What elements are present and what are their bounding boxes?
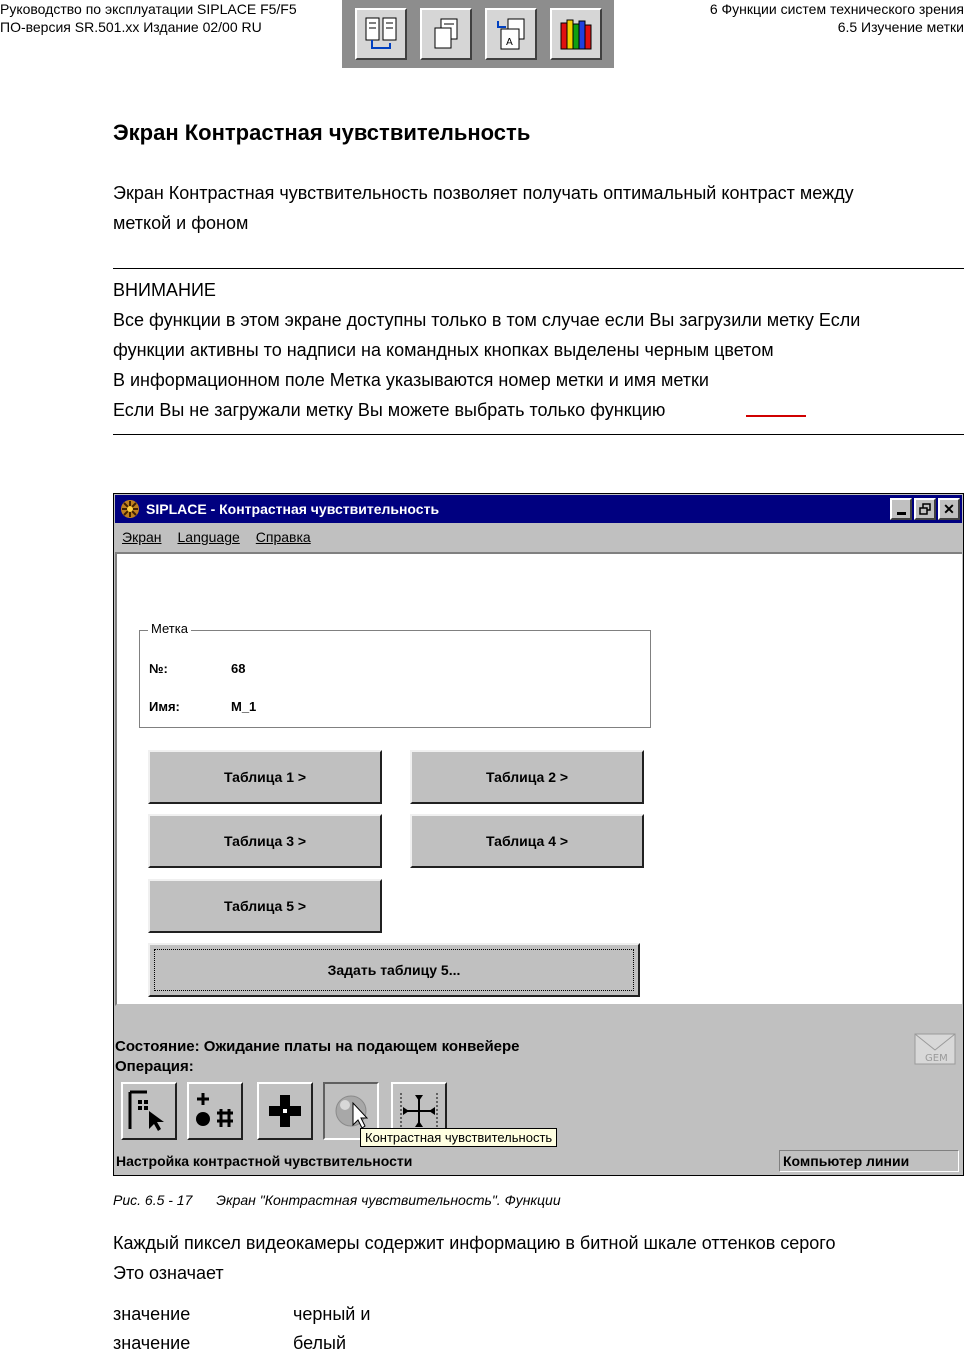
chapter-title: 6 Функции систем технического зрения bbox=[709, 1, 964, 17]
menu-bar bbox=[115, 524, 962, 550]
marker-grid-icon bbox=[193, 1089, 237, 1133]
minimize-button[interactable] bbox=[890, 498, 912, 520]
pages-icon bbox=[427, 15, 465, 53]
move-cross-icon bbox=[263, 1089, 307, 1133]
notice-line: Все функции в этом экране доступны только в том случае если Вы загрузили метку Если bbox=[113, 310, 861, 330]
close-button[interactable] bbox=[938, 498, 960, 520]
svg-text:A: A bbox=[505, 37, 513, 48]
manual-title: Руководство по эксплуатации SIPLACE F5/F5 bbox=[0, 1, 297, 17]
function-placeholder-link[interactable] bbox=[746, 415, 806, 417]
contrast-tooltip: Контрастная чувствительность bbox=[360, 1128, 557, 1147]
status-line bbox=[115, 1038, 520, 1055]
notice-heading: ВНИМАНИЕ bbox=[113, 280, 216, 300]
status-bar-host: Компьютер линии bbox=[779, 1150, 959, 1172]
figure-text: Экран "Контрастная чувствительность". Функции bbox=[216, 1192, 561, 1208]
back-icon bbox=[492, 15, 530, 53]
back-nav-button[interactable] bbox=[485, 8, 537, 60]
status-value: Ожидание платы на подающем конвейере bbox=[203, 1038, 520, 1055]
svg-text:GEM: GEM bbox=[925, 1053, 948, 1064]
table-3-button[interactable]: Таблица 3 > bbox=[148, 814, 382, 868]
status-bar bbox=[115, 1148, 962, 1174]
restore-icon bbox=[919, 503, 931, 515]
menu-help[interactable]: Справка bbox=[255, 529, 311, 545]
marker-tool-button[interactable] bbox=[187, 1082, 243, 1140]
menu-language[interactable]: Language bbox=[177, 529, 240, 545]
table-5-button[interactable]: Таблица 5 > bbox=[148, 879, 382, 933]
notice-line: В информационном поле Метка указываются номер метки и имя метки bbox=[113, 370, 709, 390]
table-1-button[interactable]: Таблица 1 > bbox=[148, 750, 382, 804]
table-4-button[interactable]: Таблица 4 > bbox=[410, 814, 644, 868]
notice-line: Если Вы не загружали метку Вы можете выбрать только функцию bbox=[113, 400, 666, 420]
table-2-button[interactable]: Таблица 2 > bbox=[410, 750, 644, 804]
window-titlebar bbox=[115, 495, 962, 523]
mark-groupbox bbox=[139, 621, 651, 728]
status-bar-message: Настройка контрастной чувствительности bbox=[116, 1153, 413, 1169]
mark-name-value: M_1 bbox=[231, 699, 257, 714]
gem-mail-indicator[interactable] bbox=[913, 1028, 957, 1068]
subchapter-title: 6.5 Изучение метки bbox=[837, 19, 964, 35]
center-align-icon bbox=[397, 1089, 441, 1133]
move-tool-button[interactable] bbox=[257, 1082, 313, 1140]
siplace-window bbox=[113, 493, 964, 1176]
contrast-icon bbox=[329, 1089, 373, 1133]
siplace-app-icon bbox=[119, 498, 141, 520]
menu-screen[interactable]: Экран bbox=[122, 529, 162, 545]
close-icon: ✕ bbox=[943, 501, 955, 517]
software-version: ПО-версия SR.501.xx Издание 02/00 RU bbox=[0, 19, 262, 35]
intro-line: меткой и фоном bbox=[113, 213, 249, 233]
notice-line: функции активны то надписи на командных кнопках выделены черным цветом bbox=[113, 340, 774, 360]
restore-button[interactable] bbox=[914, 498, 936, 520]
operations-toolbar bbox=[115, 1077, 962, 1145]
header-right bbox=[710, 0, 964, 36]
set-table-button[interactable] bbox=[148, 943, 640, 997]
value-label: значение bbox=[113, 1304, 191, 1324]
operation-label: Операция: bbox=[115, 1058, 194, 1075]
window-controls bbox=[890, 498, 960, 520]
contents-nav-button[interactable] bbox=[355, 8, 407, 60]
window-client-area bbox=[115, 552, 962, 1006]
figure-number: Рис. 6.5 - 17 bbox=[113, 1192, 193, 1208]
value-meaning: черный и bbox=[293, 1304, 371, 1324]
figure-caption bbox=[113, 1192, 561, 1208]
library-nav-button[interactable] bbox=[550, 8, 602, 60]
set-table-label: Задать таблицу 5... bbox=[154, 949, 634, 991]
mark-groupbox-label: Метка bbox=[148, 621, 191, 636]
value-label: значение bbox=[113, 1333, 191, 1352]
mark-number-value: 68 bbox=[231, 661, 246, 676]
section-title: Экран Контрастная чувствительность bbox=[113, 120, 531, 145]
select-tool-button[interactable] bbox=[121, 1082, 177, 1140]
mark-number-label: №: bbox=[149, 661, 168, 676]
notice-bottom-rule bbox=[113, 434, 964, 435]
select-area-icon bbox=[127, 1089, 171, 1133]
notice-block bbox=[113, 275, 860, 425]
navigation-icons bbox=[342, 0, 614, 68]
intro-paragraph bbox=[113, 178, 854, 238]
value-meaning: белый bbox=[293, 1333, 347, 1352]
mail-icon bbox=[913, 1028, 957, 1068]
status-label: Состояние: bbox=[115, 1038, 200, 1055]
pages-nav-button[interactable] bbox=[420, 8, 472, 60]
books-icon bbox=[557, 15, 595, 53]
notice-top-rule bbox=[113, 268, 964, 269]
header-left bbox=[0, 0, 297, 36]
pixel-line: Это означает bbox=[113, 1263, 224, 1283]
intro-line: Экран Контрастная чувствительность позволяет получать оптимальный контраст между bbox=[113, 183, 854, 203]
minimize-icon bbox=[897, 512, 906, 515]
mark-name-label: Имя: bbox=[149, 699, 180, 714]
contents-icon bbox=[362, 15, 400, 53]
window-title: SIPLACE - Контрастная чувствительность bbox=[146, 501, 440, 517]
pixel-paragraph bbox=[113, 1228, 835, 1288]
pixel-line: Каждый пиксел видеокамеры содержит информацию в битной шкале оттенков серого bbox=[113, 1233, 836, 1253]
